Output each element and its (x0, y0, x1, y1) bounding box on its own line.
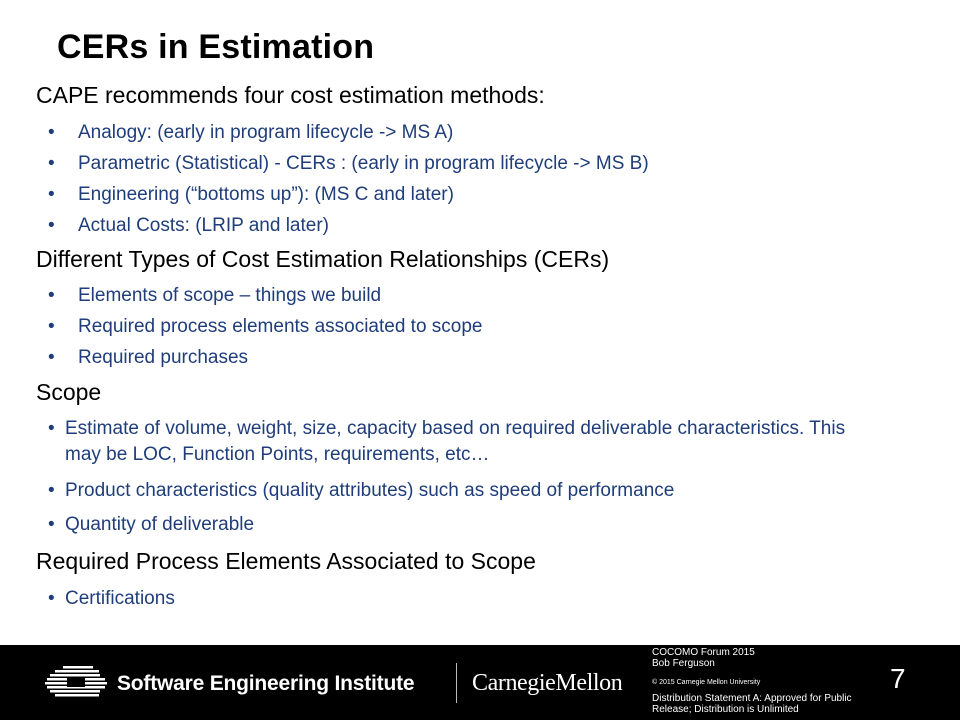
bullet-dot: • (48, 418, 55, 439)
sei-logo-icon (45, 665, 107, 699)
sei-wordmark: Software Engineering Institute (117, 672, 415, 695)
section-heading-methods: CAPE recommends four cost estimation methods: (36, 82, 545, 108)
footer-copyright: © 2015 Carnegie Mellon University (652, 679, 761, 686)
bullet-text: Parametric (Statistical) - CERs : (early in program lifecycle -> MS B) (78, 153, 649, 174)
bullet-text: Elements of scope – things we build (78, 285, 382, 306)
bullet-dot: • (48, 215, 55, 236)
bullet-dot: • (48, 184, 55, 205)
footer-distribution: Distribution Statement A: Approved for Public Release; Distribution is Unlimited (652, 693, 852, 715)
bullet-dot: • (48, 122, 55, 143)
bullet-text: Product characteristics (quality attributes) such as speed of performance (65, 480, 675, 501)
footer-divider (456, 663, 457, 703)
bullet-text: Analogy: (early in program lifecycle -> MS A) (78, 122, 454, 143)
section-heading-scope: Scope (36, 379, 102, 405)
bullet-dot: • (48, 285, 55, 306)
bullet-dot: • (48, 480, 55, 501)
footer-author: Bob Ferguson (652, 658, 715, 669)
section-heading-cer-types: Different Types of Cost Estimation Relationships (CERs) (36, 246, 610, 272)
bullet-dot: • (48, 347, 55, 368)
bullet-text: Quantity of deliverable (65, 514, 255, 535)
bullet-dot: • (48, 514, 55, 535)
bullet-dot: • (48, 588, 55, 609)
bullet-text: Required process elements associated to scope (78, 316, 483, 337)
page-number: 7 (890, 663, 906, 694)
bullet-text: Required purchases (78, 347, 249, 368)
slide-footer (0, 645, 960, 720)
footer-event: COCOMO Forum 2015 (652, 647, 755, 658)
bullet-dot: • (48, 153, 55, 174)
section-heading-process-elements: Required Process Elements Associated to Scope (36, 548, 536, 574)
bullet-text: Actual Costs: (LRIP and later) (78, 215, 329, 236)
bullet-text: Engineering (“bottoms up”): (MS C and later) (78, 184, 454, 205)
bullet-text: Certifications (65, 588, 175, 609)
bullet-dot: • (48, 316, 55, 337)
bullet-text: Estimate of volume, weight, size, capacity based on required deliverable characteristics. This may be LOC, Function Points, requirements, etc… (65, 418, 846, 465)
cmu-wordmark: CarnegieMellon (472, 670, 623, 696)
slide-title: CERs in Estimation (57, 28, 375, 66)
